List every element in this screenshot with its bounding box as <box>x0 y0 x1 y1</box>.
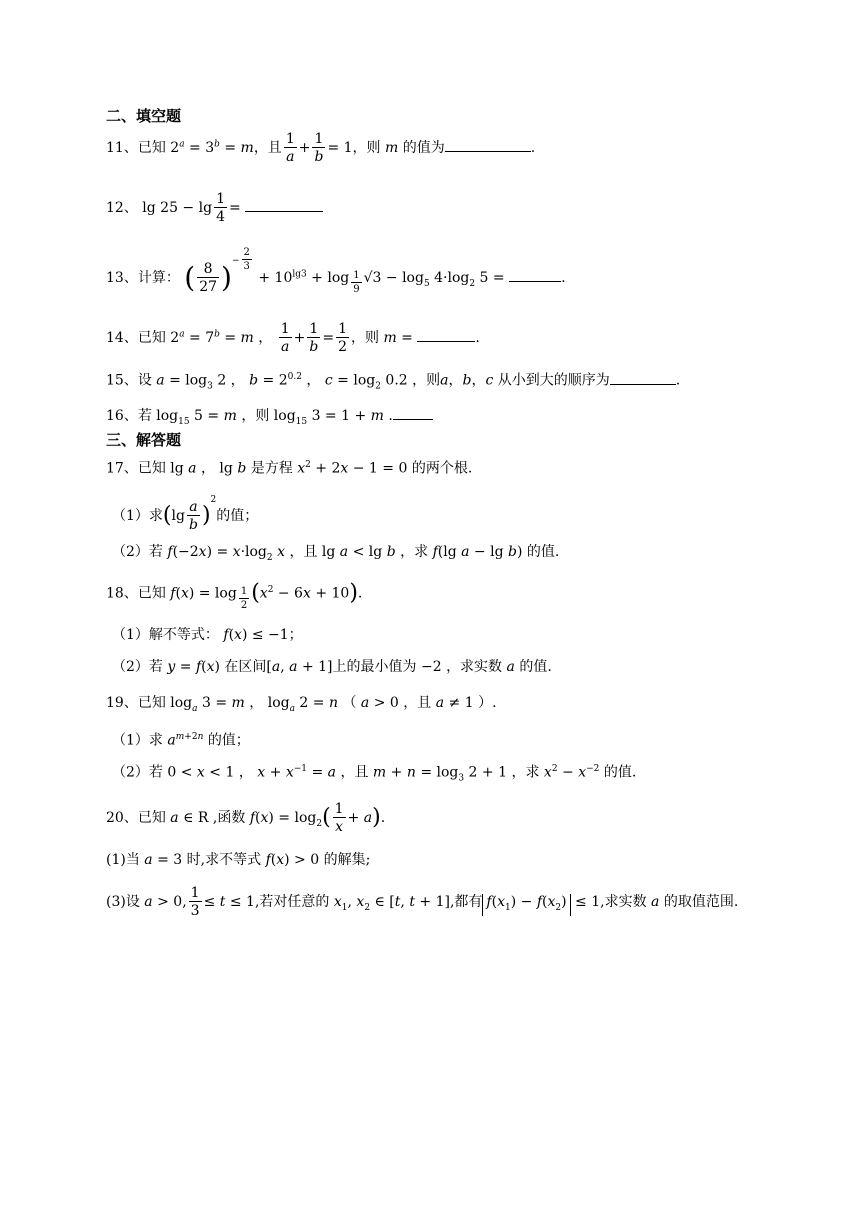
answer-blank[interactable] <box>610 370 676 385</box>
question-18-part-2: （2）若 y = f(x) 在区间[a, a + 1]上的最小值为 −2 ，求实数 a 的值. <box>112 659 552 675</box>
question-14: 14、已知 $2^a = 7^b = m$ ， $\frac{1}{a}$ + $\frac{1}{b}$ = $\frac{1}{2}$ ，则 m = . <box>106 321 480 355</box>
section-heading-fill-in: 二、填空题 <box>106 107 182 125</box>
question-20-stem: 20、已知 a ∈ R ,函数 $f(x) = \log_2$( $\frac{1}{x}$ + a). <box>106 801 386 835</box>
question-20-part-3: (3)设 a > 0, $\frac{1}{3}$ ≤ t ≤ 1,若对任意的 $x_1$, $x_2$ ∈ [t, t + 1],都有 $f(x_1) - f(x_2) \le 1$,求实数 a 的取值范围. <box>106 885 739 919</box>
q11-equation: $2^a = 3^b = m$ <box>170 139 254 156</box>
question-17-part-2: （2）若 $f(-2x) = x\cdot\log_2$ x ，且 lg a < lg b ，求 f(lg a − lg b) 的值. <box>112 544 560 563</box>
question-19-part-2: （2）若 0 < x < 1 ， $x + x^{-1} = a$ ，且 $m + n = \log_3 2 + 1$ ，求 $x^2 - x^{-2}$ 的值. <box>112 764 637 784</box>
answer-blank[interactable] <box>509 267 561 282</box>
question-17-stem: 17、已知 lg a ， lg b 是方程 $x^2 + 2x - 1 = 0$ 的两个根. <box>106 460 473 477</box>
question-18-stem: 18、已知 f(x) = log $_{\frac{1}{2}}$ $(x^2 - 6x + 10)$. <box>106 580 363 611</box>
question-18-part-1: （1）解不等式： f(x) ≤ −1； <box>112 627 303 643</box>
question-19-stem: 19、已知 $\log_a 3 = m$ ， $\log_a 2 = n$ （ a > 0 ，且 a ≠ 1 ）. <box>106 695 497 714</box>
question-16: 16、若 $\log_{15} 5 = m$ ，则 $\log_{15} 3 = 1 + m$ . <box>106 405 433 432</box>
answer-blank[interactable] <box>393 405 433 420</box>
section-heading-solutions: 三、解答题 <box>106 431 182 449</box>
answer-blank[interactable] <box>417 327 475 342</box>
question-15: 15、设 $a = \log_3 2$ ， $b = 2^{0.2}$ ， $c = \log_2 0.2$ ，则a，b，c 从小到大的顺序为 . <box>106 367 680 396</box>
question-13: 13、计算： ( $\frac{8}{27}$ )$^{- \frac{2}{3}}$ + $10^{lg3} + \log$ $_{\frac{1}{9}}$ $√3 - \log_5 4\cdot\log_2$ 5 = . <box>106 247 566 296</box>
question-12: 12、 lg 25 − lg $\frac{1}{4}$ = <box>106 192 323 224</box>
question-17-part-1: （1）求(lg $\frac{a}{b}$ )$^2$的值； <box>112 495 259 533</box>
answer-blank[interactable] <box>445 137 531 152</box>
question-20-part-1: (1)当 a = 3 时,求不等式 f(x) > 0 的解集; <box>106 852 371 868</box>
question-11: 11、已知 $2^a = 3^b = m$，且 $\frac{1}{a}$ + $\frac{1}{b}$ = 1，则 m 的值为 . <box>106 131 536 165</box>
answer-blank[interactable] <box>245 197 323 212</box>
question-19-part-1: （1）求 $a^{m+2n}$ 的值； <box>112 732 250 749</box>
